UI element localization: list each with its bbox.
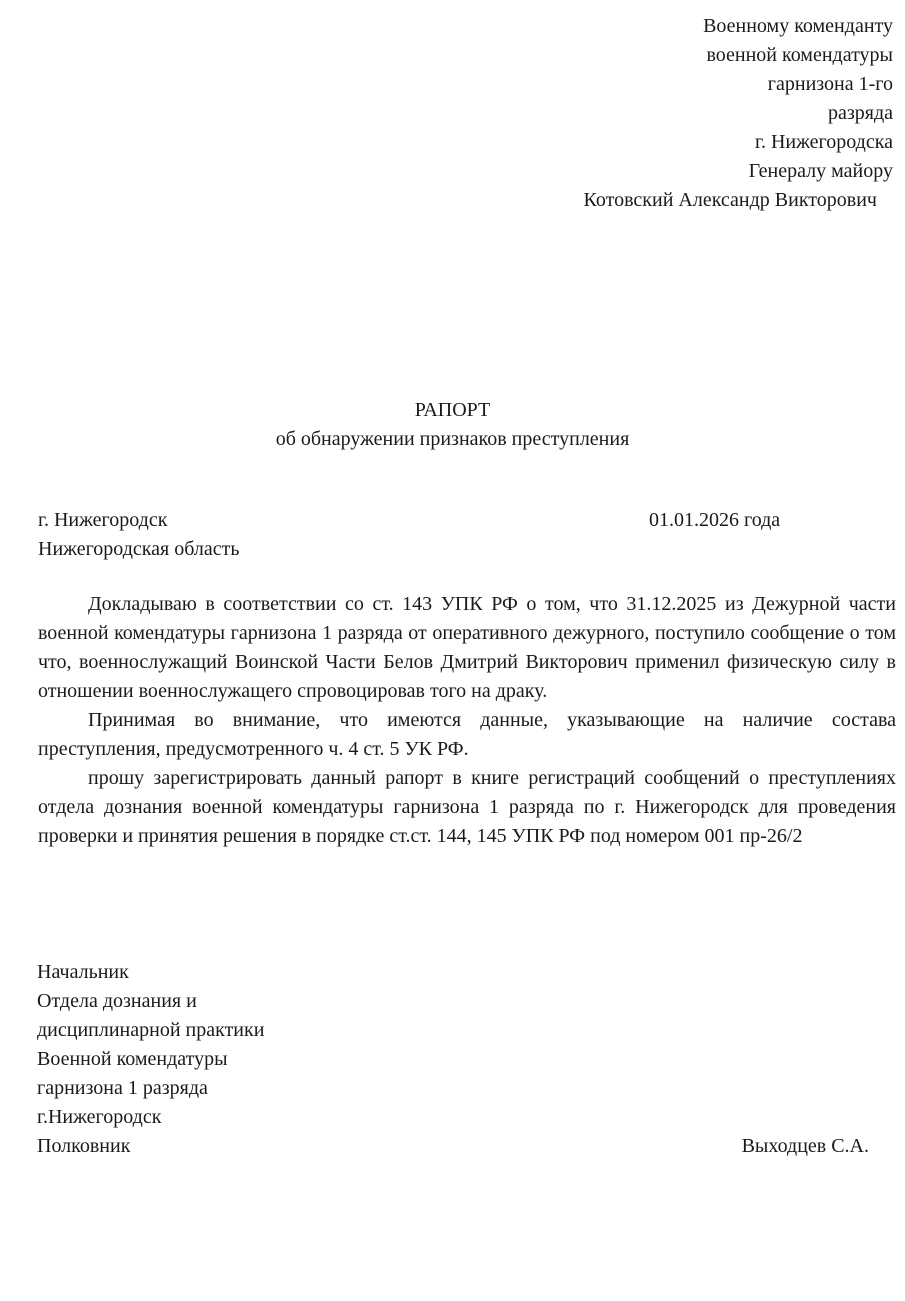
signature-line: дисциплинарной практики [37, 1019, 265, 1041]
signature-block [37, 958, 869, 1161]
addressee-line: военной комендатуры [706, 44, 893, 66]
signature-line: Отдела дознания и [37, 990, 197, 1012]
document-date: 01.01.2026 года [649, 509, 781, 531]
addressee-line: разряда [827, 102, 893, 124]
document-subheading: об обнаружении признаков преступления [275, 428, 630, 450]
signature-line: г.Нижегородск [37, 1106, 162, 1128]
addressee-block [453, 12, 893, 215]
signature-line: гарнизона 1 разряда [37, 1077, 208, 1099]
region: Нижегородская область [38, 538, 240, 560]
city: г. Нижегородск [38, 509, 168, 531]
addressee-line: Генералу майору [748, 160, 893, 182]
body-paragraph: Докладываю в соответствии со ст. 143 УПК РФ о том, что 31.12.2025 из Дежурной части военной комендатуры гарнизона 1 разряда от оперативного дежурного, поступило сообщение о том что, военнослужащий Воинской Части Белов Дмитрий Викторович применил физическую силу в отношении военнослужащего спровоцировав того на драку. [38, 593, 896, 702]
report-body [38, 590, 896, 851]
body-paragraph: прошу зарегистрировать данный рапорт в книге регистраций сообщений о преступлениях отдела дознания военной комендатуры гарнизона 1 разряда по г. Нижегородск для проведения проверки и принятия решения в порядке ст.ст. 144, 145 УПК РФ под номером 001 пр-26/2 [38, 767, 896, 847]
place-date-block [38, 506, 898, 564]
addressee-line: гарнизона 1-го [767, 73, 893, 95]
body-paragraph: Принимая во внимание, что имеются данные, указывающие на наличие состава преступления, предусмотренного ч. 4 ст. 5 УК РФ. [38, 709, 896, 760]
addressee-line: Военному коменданту [703, 15, 893, 37]
signer-rank: Полковник [37, 1135, 131, 1157]
signer-name: Выходцев С.А. [741, 1135, 869, 1157]
signature-line: Военной комендатуры [37, 1048, 228, 1070]
rank-row [37, 1132, 869, 1161]
document-title [0, 396, 905, 454]
addressee-line: г. Нижегородска [755, 131, 893, 153]
signature-line: Начальник [37, 961, 129, 983]
addressee-name: Котовский Александр Викторович [583, 189, 877, 211]
document-heading: РАПОРТ [414, 399, 491, 421]
